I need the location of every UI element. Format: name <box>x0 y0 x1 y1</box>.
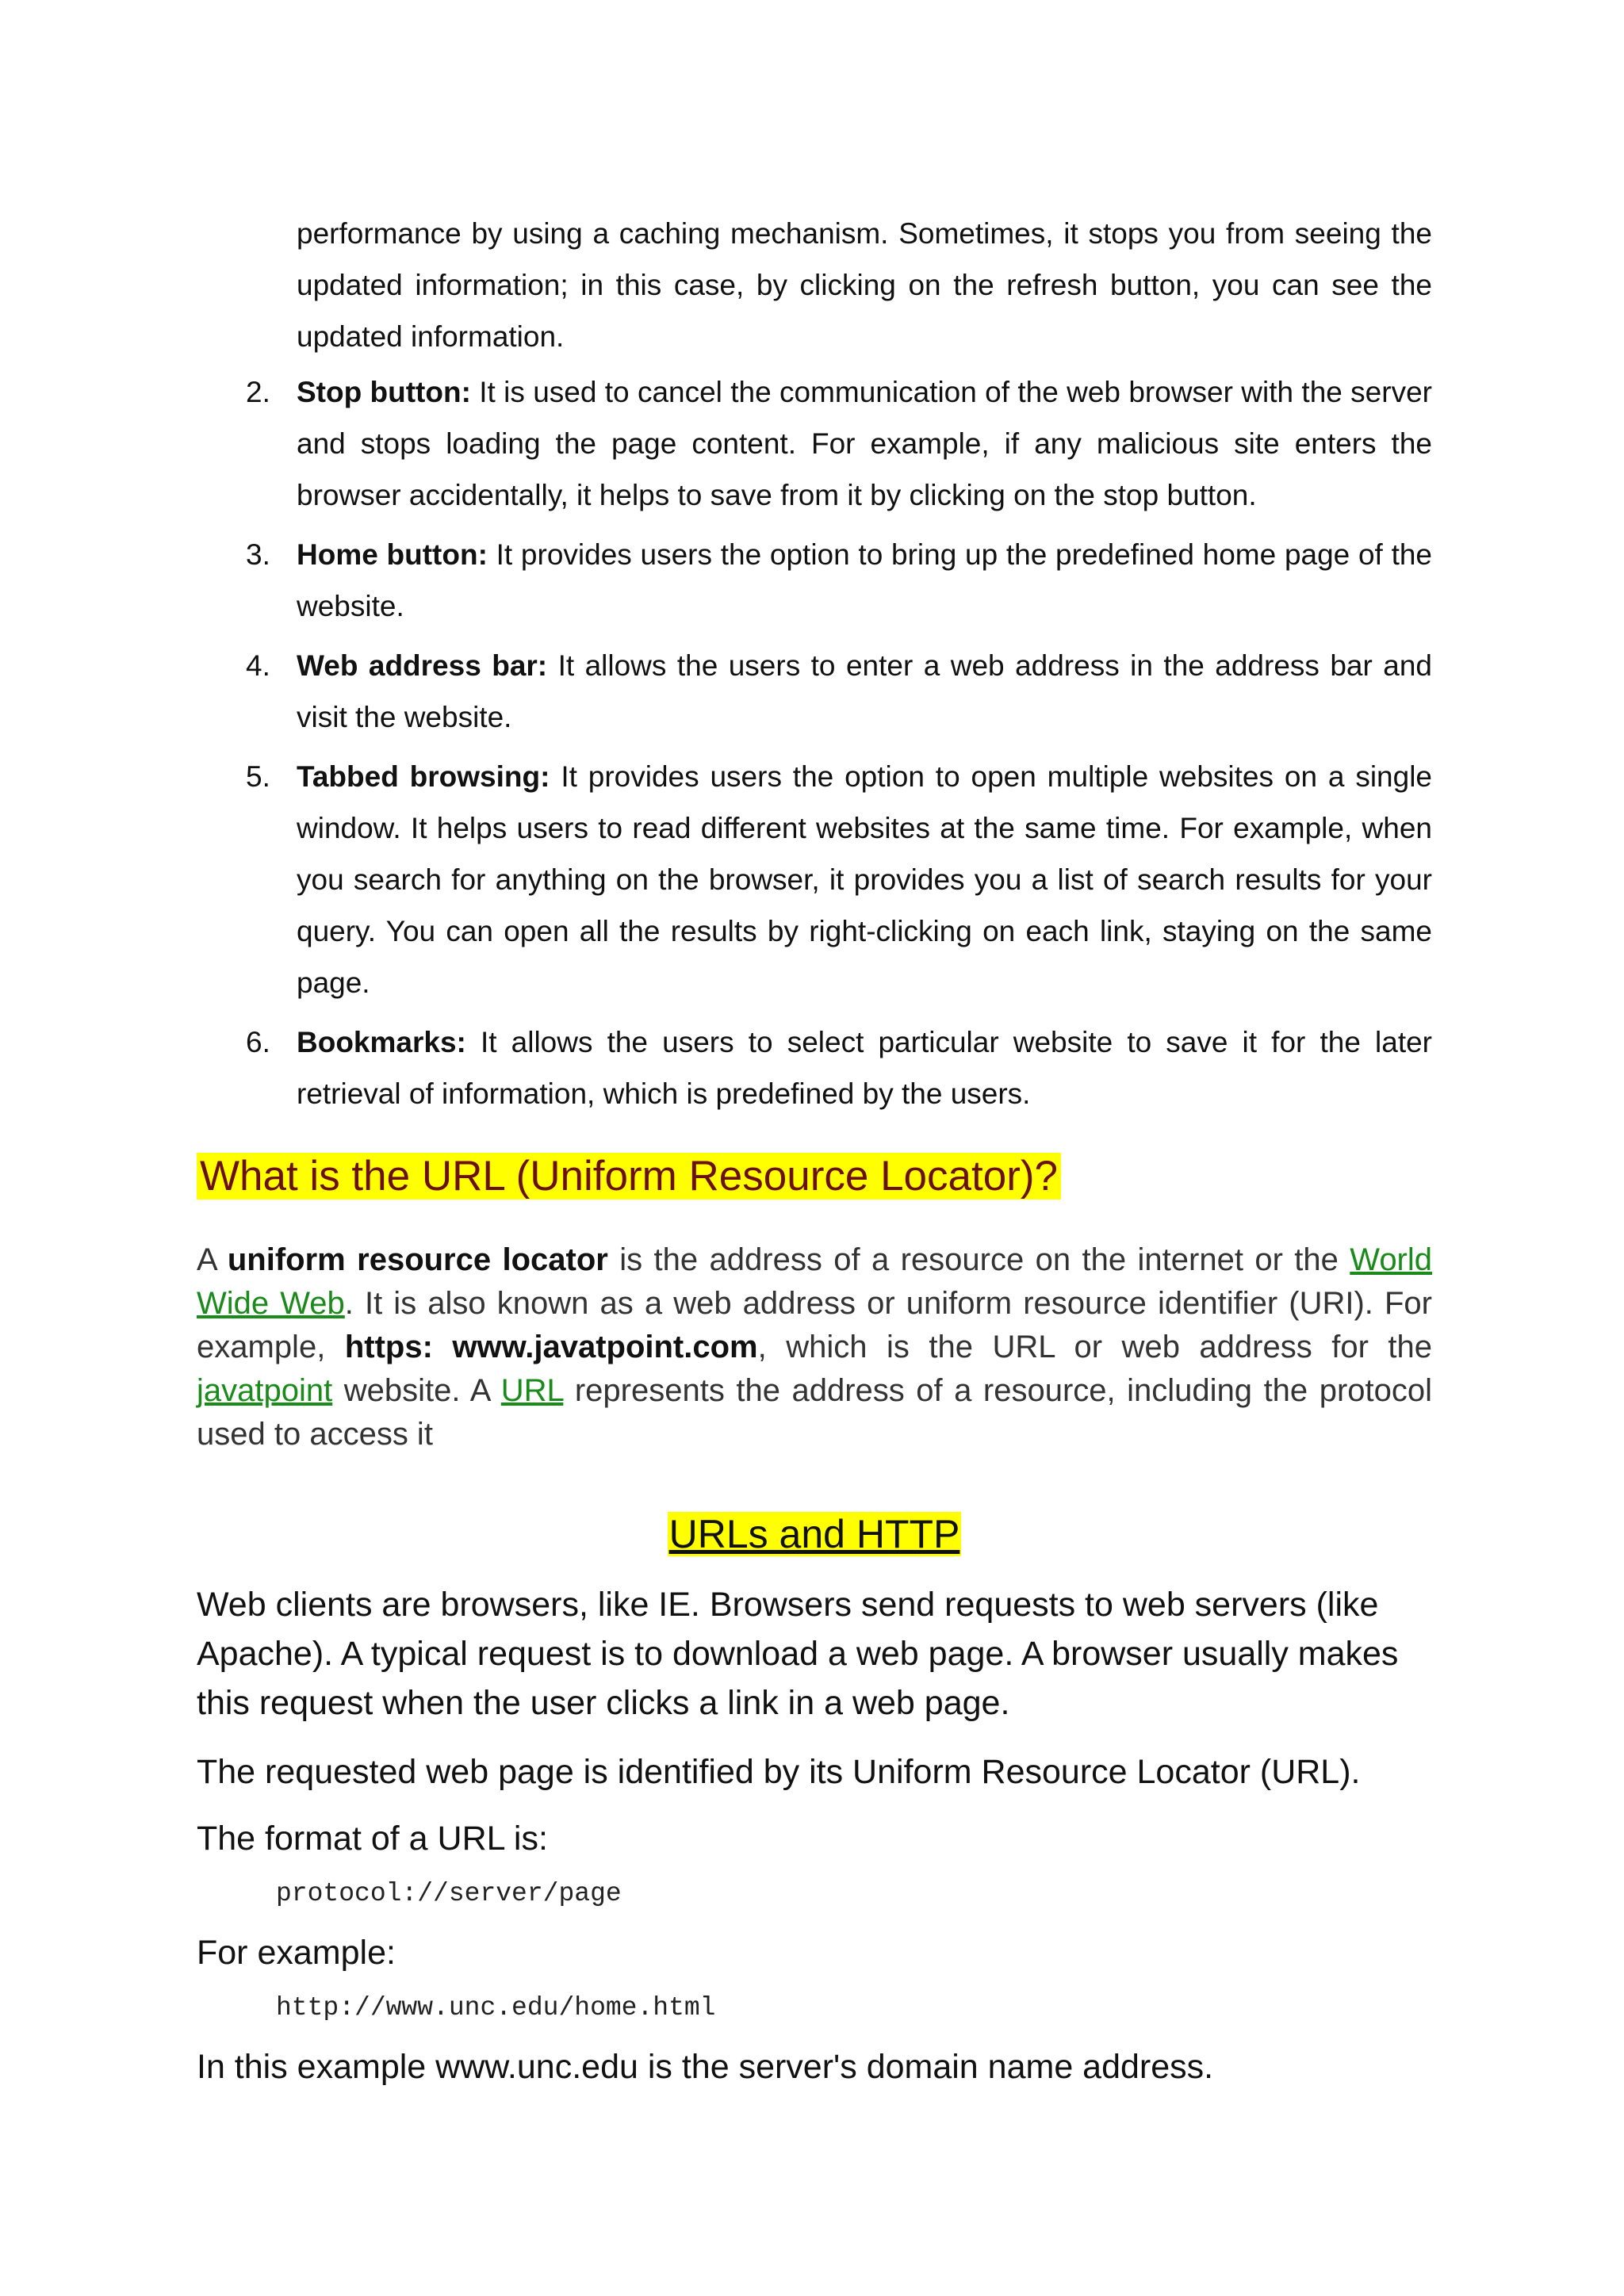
link-world-wide-web[interactable]: World Wide Web <box>197 1242 1433 1321</box>
url-heading <box>197 1148 1061 1205</box>
code-url-format: protocol://server/page <box>276 1879 622 1908</box>
paragraph-url-format: The format of a URL is: <box>197 1820 548 1858</box>
list-number: 5. <box>246 760 270 793</box>
list-term: Stop button: <box>297 376 471 408</box>
list-term: Web address bar: <box>297 649 548 682</box>
list-text: It allows the users to select particular website to save it for the later retrieval of information, which is predefined by the users. <box>297 1026 1432 1110</box>
list-text: It allows the users to enter a web address in the address bar and visit the website. <box>297 649 1432 733</box>
paragraph-domain-name: In this example www.unc.edu is the server's domain name address. <box>197 2048 1214 2086</box>
list-term: Home button: <box>297 538 488 571</box>
list-item <box>238 366 1432 521</box>
paragraph-requested-page: The requested web page is identified by its Uniform Resource Locator (URL). <box>197 1753 1361 1791</box>
text-run: , which is the URL or web address for the <box>757 1330 1433 1364</box>
link-javatpoint[interactable]: javatpoint <box>197 1373 333 1408</box>
bold-example-url: https: www.javatpoint.com <box>344 1330 758 1364</box>
list-text: It is used to cancel the communication of the web browser with the server and stops loading the page content. For example, if any malicious site enters the browser accidentally, it helps to save from it by clicking on the stop button. <box>297 376 1432 511</box>
urls-http-heading <box>197 1506 1432 1562</box>
text-run: represents the address of a resource, including the protocol used to access it <box>197 1373 1432 1452</box>
paragraph-web-clients: Web clients are browsers, like IE. Browsers send requests to web servers (like Apache). A typical request is to download a web page. A browser usually makes this request when the user clicks a link in a web page. <box>197 1586 1399 1722</box>
list-item <box>238 1016 1432 1119</box>
continuation-paragraph: performance by using a caching mechanism. Sometimes, it stops you from seeing the updated information; in this case, by clicking on the refresh button, you can see the updated information. <box>297 217 1432 353</box>
text-run: is the address of a resource on the internet or the <box>607 1242 1350 1277</box>
list-number: 4. <box>246 649 270 682</box>
list-number: 6. <box>246 1026 270 1058</box>
list-item <box>238 529 1432 632</box>
url-heading-text: What is the URL (Uniform Resource Locator)? <box>197 1153 1061 1200</box>
list-number: 2. <box>246 376 270 408</box>
list-number: 3. <box>246 538 270 571</box>
text-run: . It is also known as a web address or uniform resource identifier (URI). For example, <box>197 1286 1432 1364</box>
list-text: It provides users the option to open multiple websites on a single window. It helps users to read different websites at the same time. For example, when you search for anything on the browser, it provides you a list of search results for your query. You can open all the results by right-clicking on each link, staying on the same page. <box>297 760 1433 999</box>
browser-features-list <box>238 366 1432 1127</box>
list-item <box>238 640 1432 743</box>
urls-http-heading-text: URLs and HTTP <box>668 1512 960 1556</box>
url-definition-paragraph <box>197 1238 1432 1456</box>
paragraph-for-example: For example: <box>197 1934 396 1972</box>
list-text: It provides users the option to bring up the predefined home page of the website. <box>297 538 1433 622</box>
list-item <box>238 751 1432 1008</box>
text-run: website. A <box>332 1373 501 1408</box>
list-term: Tabbed browsing: <box>297 760 550 793</box>
bold-term-uniform-resource-locator: uniform resource locator <box>227 1242 608 1277</box>
text-run: A <box>197 1242 228 1277</box>
code-url-example: http://www.unc.edu/home.html <box>276 1993 716 2022</box>
list-term: Bookmarks: <box>297 1026 466 1058</box>
link-url[interactable]: URL <box>500 1373 564 1408</box>
